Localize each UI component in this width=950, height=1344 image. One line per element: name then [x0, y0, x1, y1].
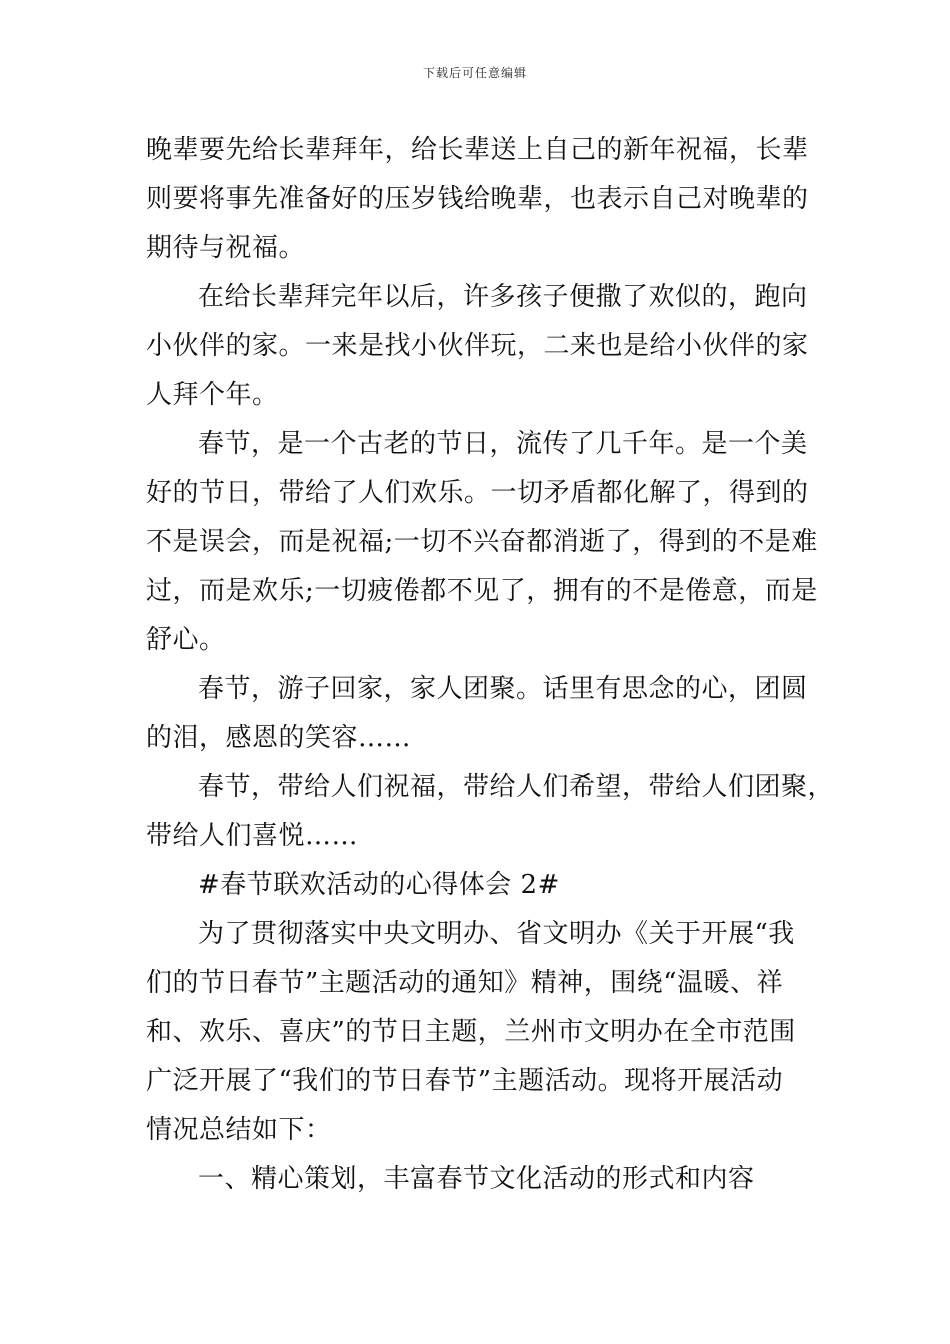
text-line: 情况总结如下：: [146, 1115, 332, 1145]
text-line: 期待与祝福。: [146, 233, 306, 263]
text-line: 广泛开展了“我们的节日春节”主题活动。现将开展活动: [146, 1066, 784, 1096]
text-line: 人拜个年。: [146, 380, 279, 410]
text-line: 和、欢乐、喜庆”的节日主题，兰州市文明办在全市范围: [146, 1017, 796, 1047]
subsection-heading: 一、精心策划，丰富春节文化活动的形式和内容: [198, 1164, 755, 1194]
text-line: 春节，游子回家，家人团聚。话里有思念的心，团圆: [198, 674, 808, 704]
section-heading: #春节联欢活动的心得体会 2#: [198, 870, 560, 900]
text-line: 不是误会，而是祝福;一切不兴奋都消逝了，得到的不是难: [146, 527, 818, 557]
text-line: 春节，带给人们祝福，带给人们希望，带给人们团聚，: [198, 772, 835, 802]
text-line: 春节，是一个古老的节日，流传了几千年。是一个美: [198, 429, 808, 459]
text-line: 为了贯彻落实中央文明办、省文明办《关于开展“我: [198, 919, 795, 949]
text-line: 的泪，感恩的笑容……: [146, 723, 412, 753]
page-header-watermark: 下载后可任意编辑: [422, 66, 527, 80]
text-line: 小伙伴的家。一来是找小伙伴玩，二来也是给小伙伴的家: [146, 331, 809, 361]
document-body: [146, 126, 835, 1204]
text-line: 好的节日，带给了人们欢乐。一切矛盾都化解了，得到的: [146, 478, 809, 508]
text-line: 过，而是欢乐;一切疲倦都不见了，拥有的不是倦意，而是: [146, 576, 818, 606]
text-line: 们的节日春节”主题活动的通知》精神，围绕“温暖、祥: [146, 968, 784, 998]
text-line: 则要将事先准备好的压岁钱给晚辈，也表示自己对晚辈的: [146, 184, 809, 214]
text-line: 舒心。: [146, 625, 226, 655]
text-line: 带给人们喜悦……: [146, 821, 359, 851]
text-line: 晚辈要先给长辈拜年，给长辈送上自己的新年祝福，长辈: [146, 135, 809, 165]
text-line: 在给长辈拜完年以后，许多孩子便撒了欢似的，跑向: [198, 282, 808, 312]
